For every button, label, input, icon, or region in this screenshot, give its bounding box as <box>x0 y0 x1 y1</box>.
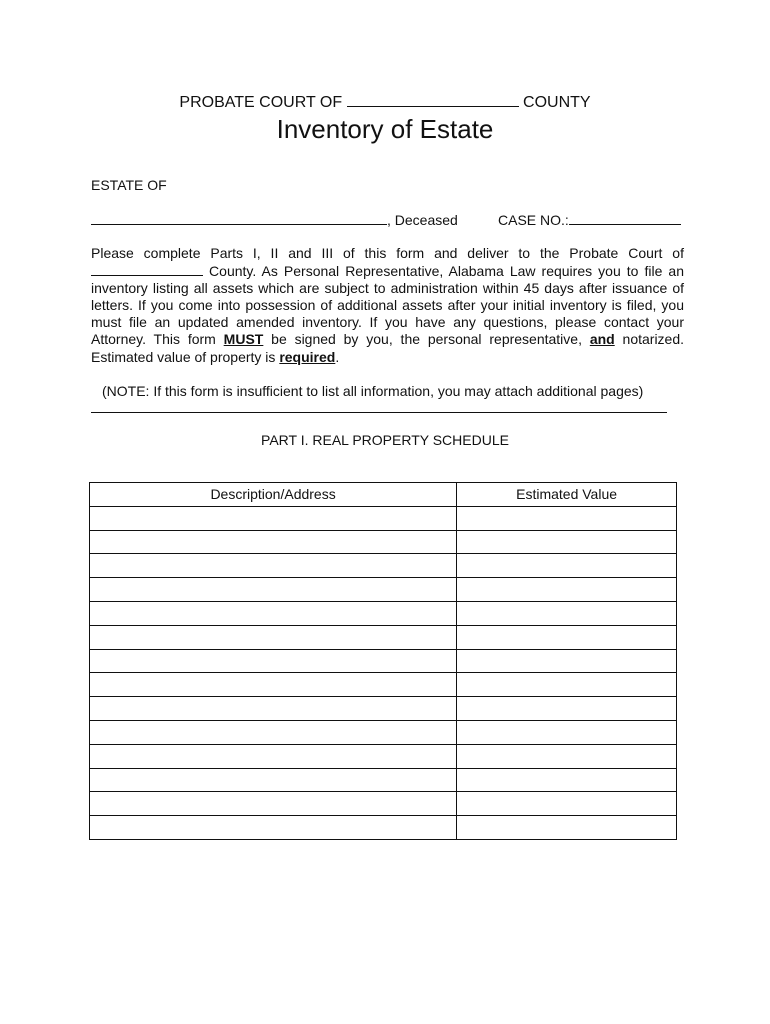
table-row <box>90 649 677 673</box>
description-cell[interactable] <box>90 625 457 649</box>
court-suffix: COUNTY <box>523 94 591 111</box>
instructions-text-3: be signed by you, the personal representative, <box>271 331 582 348</box>
description-cell[interactable] <box>90 530 457 554</box>
description-cell[interactable] <box>90 768 457 792</box>
probate-county-blank[interactable] <box>91 262 203 276</box>
estimated-value-cell[interactable] <box>457 530 677 554</box>
table-row <box>90 697 677 721</box>
instructions-text-1: Please complete Parts I, II and III of this form and deliver to the Probate Court of <box>91 245 684 261</box>
table-row <box>90 768 677 792</box>
case-number <box>498 211 681 228</box>
table-row <box>90 744 677 768</box>
divider <box>91 412 667 413</box>
required-emphasis: required <box>279 348 336 365</box>
court-prefix: PROBATE COURT OF <box>179 94 343 111</box>
estimated-value-cell[interactable] <box>457 625 677 649</box>
table-row <box>90 554 677 578</box>
description-cell[interactable] <box>90 601 457 625</box>
table-row <box>90 792 677 816</box>
instructions-text-2: County. As Personal Representative, Alabama Law requires you to file an inventory listing all assets which are subject to administration within 45 days after issuance of letters. If you come into possession of additional assets after your initial inventory is filed, you must file an updated amended inventory. If you have any questions, please contact your Attorney. This form <box>91 263 684 348</box>
table-row <box>90 816 677 840</box>
estimated-value-cell[interactable] <box>457 601 677 625</box>
estimated-value-cell[interactable] <box>457 768 677 792</box>
table-row <box>90 673 677 697</box>
description-cell[interactable] <box>90 720 457 744</box>
table-row <box>90 506 677 530</box>
real-property-table <box>89 482 677 840</box>
description-cell[interactable] <box>90 506 457 530</box>
must-emphasis: MUST <box>223 331 264 348</box>
estimated-value-cell[interactable] <box>457 506 677 530</box>
estimated-value-cell[interactable] <box>457 744 677 768</box>
court-header <box>0 93 770 112</box>
column-header-value: Estimated Value <box>457 483 677 507</box>
description-cell[interactable] <box>90 697 457 721</box>
estimated-value-cell[interactable] <box>457 816 677 840</box>
estimated-value-cell[interactable] <box>457 673 677 697</box>
deceased-label: , Deceased <box>387 212 458 228</box>
description-cell[interactable] <box>90 554 457 578</box>
table-row <box>90 530 677 554</box>
table-body <box>90 506 677 839</box>
description-cell[interactable] <box>90 649 457 673</box>
description-cell[interactable] <box>90 673 457 697</box>
table-row <box>90 625 677 649</box>
page-title: Inventory of Estate <box>276 114 494 144</box>
estimated-value-cell[interactable] <box>457 554 677 578</box>
table-row <box>90 601 677 625</box>
instructions-text-4: notarized. Estimated value of property is <box>91 331 685 365</box>
decedent-name-blank[interactable] <box>91 211 387 225</box>
estimated-value-cell[interactable] <box>457 578 677 602</box>
estimated-value-cell[interactable] <box>457 697 677 721</box>
table-row <box>90 720 677 744</box>
county-blank[interactable] <box>347 93 519 107</box>
table-row <box>90 578 677 602</box>
estate-of-label: ESTATE OF <box>91 177 167 193</box>
part1-title: PART I. REAL PROPERTY SCHEDULE <box>261 432 509 448</box>
and-emphasis: and <box>589 331 615 348</box>
instructions-paragraph <box>91 245 684 366</box>
instructions-text-5: . <box>335 348 340 365</box>
estimated-value-cell[interactable] <box>457 792 677 816</box>
case-no-blank[interactable] <box>569 211 681 225</box>
description-cell[interactable] <box>90 816 457 840</box>
description-cell[interactable] <box>90 578 457 602</box>
case-no-label: CASE NO.: <box>498 212 569 228</box>
estimated-value-cell[interactable] <box>457 720 677 744</box>
description-cell[interactable] <box>90 744 457 768</box>
estimated-value-cell[interactable] <box>457 649 677 673</box>
table-header-row <box>90 483 677 507</box>
note-text: (NOTE: If this form is insufficient to list all information, you may attach additional pages) <box>102 383 644 399</box>
description-cell[interactable] <box>90 792 457 816</box>
column-header-description: Description/Address <box>90 483 457 507</box>
